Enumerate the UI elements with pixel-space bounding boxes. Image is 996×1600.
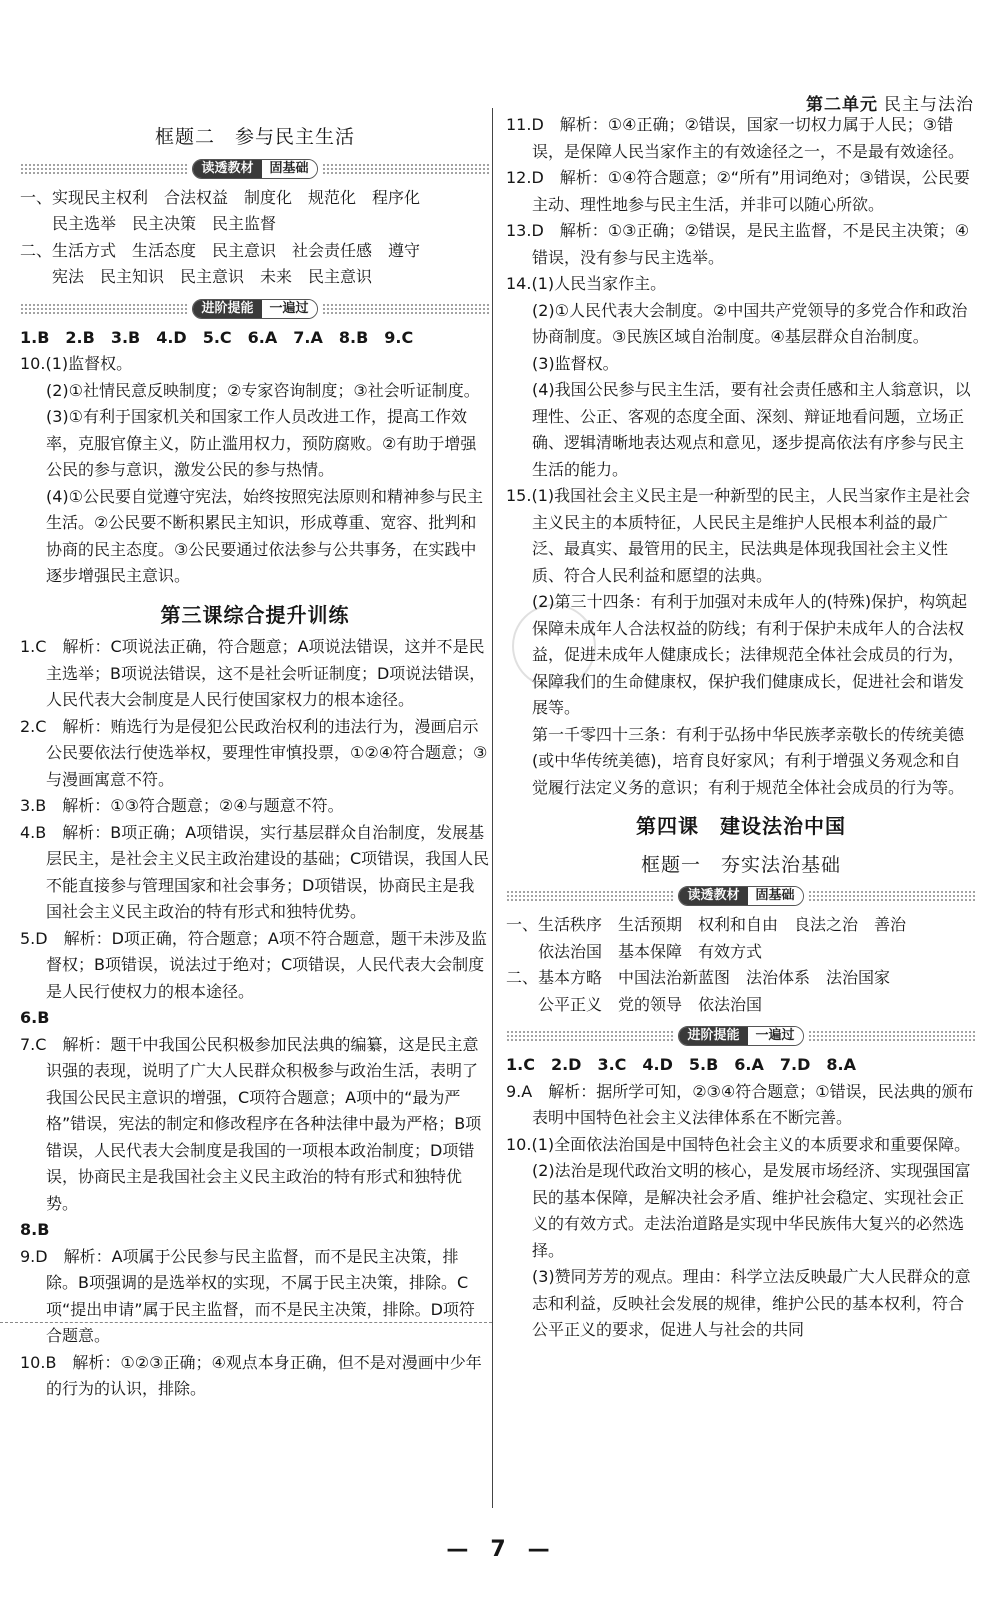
banner-advance: 进阶提能 一遍过 (20, 299, 490, 319)
section-title-lesson3: 第三课综合提升训练 (160, 602, 350, 627)
answer-paragraph: 12.D 解析：①④符合题意；②“所有”用词绝对；③错误，公民要主动、理性地参与民主生活，并非可以随心所欲。 (506, 168, 970, 214)
fill-line: 二、生活方式 生活态度 民主意识 社会责任感 遵守 (20, 240, 421, 260)
section-title-lesson4: 第四课 建设法治中国 (636, 814, 846, 838)
banner-advance-2: 进阶提能 一遍过 (506, 1026, 976, 1046)
right-column (506, 112, 976, 1344)
fill-line: 公平正义 党的领导 依法治国 (538, 994, 763, 1014)
answer-paragraph: 10.(1)监督权。 (20, 354, 133, 373)
fill-line: 一、生活秩序 生活预期 权利和自由 良法之治 善治 (506, 915, 907, 934)
answer-paragraph: 1.C 解析：C项说法正确，符合题意；A项说法错误，这并不是民主选举；B项说法错误，这不是社会听证制度；D项说法错误，人民代表大会制度是人民行使国家权力的根本途径。 (20, 637, 486, 709)
answer-paragraph: 13.D 解析：①③正确；②错误，是民主监督，不是民主决策；④错误，没有参与民主选举。 (506, 221, 970, 267)
answer-paragraph: 9.A 解析：据所学可知，②③④符合题意；①错误，民法典的颁布表明中国特色社会主义法律体系在不断完善。 (506, 1081, 974, 1127)
answer-paragraph: 3.B 解析：①③符合题意；②④与题意不符。 (20, 796, 344, 815)
answer-paragraph: 10.(1)全面依法治国是中国特色社会主义的本质要求和重要保障。 (506, 1134, 971, 1154)
fill-line: 依法治国 基本保障 有效方式 (538, 941, 763, 961)
column-divider (492, 108, 493, 1508)
answer-paragraph: (3)赞同芳芳的观点。理由：科学立法反映最广大人民群众的意志和利益，反映社会发展的规律，维护公民的基本权利，符合公平正义的要求，促进人与社会的共同 (532, 1267, 971, 1339)
answer-paragraph: 15.(1)我国社会主义民主是一种新型的民主，人民当家作主是社会主义民主的本质特征，人民民主是维护人民根本利益的最广泛、最真实、最管用的民主，民法典是体现我国社会主义性质、符合人民利益和愿望的法典。 (506, 486, 971, 585)
fill-line: 二、基本方略 中国法治新蓝图 法治体系 法治国家 (506, 968, 891, 987)
answer-paragraph: 5.D 解析：D项正确，符合题意；A项不符合题意，题干未涉及监督权；B项错误，说法过于绝对；C项错误，人民代表大会制度是人民行使权力的根本途径。 (20, 928, 487, 1001)
answer-paragraph: (2)①社情民意反映制度；②专家咨询制度；③社会听证制度。 (46, 380, 480, 400)
answer-paragraph: 第一千零四十三条：有利于弘扬中华民族孝亲敬长的传统美德(或中华传统美德)，培育良好家风；有利于增强义务观念和自觉履行法定义务的意识；有利于规范全体社会成员的行为等。 (532, 724, 965, 797)
banner-read-textbook-2: 读透教材 固基础 (506, 886, 976, 906)
answer-paragraph: 14.(1)人民当家作主。 (506, 274, 667, 293)
answer-paragraph: (2)法治是现代政治文明的核心，是发展市场经济、实现强国富民的基本保障，是解决社会矛盾、维护社会稳定、实现社会正义的有效方式。走法治道路是实现中华民族伟大复兴的必然选择。 (532, 1161, 971, 1260)
answer-paragraph: (2)第三十四条：有利于加强对未成年人的(特殊)保护，构筑起保障未成年人合法权益的防线；有利于保护未成年人的合法权益，促进未成年人健康成长；法律规范全体社会成员的行为，保障我们的生命健康权，保护我们健康成长，促进社会和谐发展等。 (532, 592, 968, 717)
fill-line: 民主选举 民主决策 民主监督 (52, 214, 277, 233)
unit-label: 第二单元 (806, 95, 878, 115)
answer-paragraph: 4.B 解析：B项正确；A项错误，实行基层群众自治制度，发展基层民主，是社会主义民主政治建设的基础；C项错误，我国人民不能直接参与管理国家和社会事务；D项错误，协商民主是我国社会主义民主政治的特有形式和独特优势。 (20, 822, 490, 921)
answer-paragraph: (3)监督权。 (532, 353, 619, 373)
answer-paragraph: 11.D 解析：①④正确；②错误，国家一切权力属于人民；③错误，是保障人民当家作主的有效途径之一，不是最有效途径。 (506, 115, 965, 161)
answer-paragraph: 10.B 解析：①②③正确；④观点本身正确，但不是对漫画中少年的行为的认识，排除。 (20, 1352, 482, 1398)
section-title-participate: 框题二 参与民主生活 (154, 126, 355, 148)
choice-answers: 1.B 2.B 3.B 4.D 5.C 6.A 7.A 8.B 9.C (20, 327, 414, 347)
fill-line: 宪法 民主知识 民主意识 未来 民主意识 (52, 267, 373, 286)
answer-paragraph: (3)①有利于国家机关和国家工作人员改进工作，提高工作效率，克服官僚主义，防止滥用权力，预防腐败。②有助于增强公民的参与意识，激发公民的参与热情。 (46, 407, 477, 479)
answer-paragraph: 6.B (20, 1008, 50, 1027)
answer-paragraph: 2.C 解析：贿选行为是侵犯公民政治权利的违法行为，漫画启示公民要依法行使选举权，要理性审慎投票，①②④符合题意；③与漫画寓意不符。 (20, 716, 488, 789)
fill-line: 一、实现民主权利 合法权益 制度化 规范化 程序化 (20, 187, 421, 207)
answer-paragraph: (2)①人民代表大会制度。②中国共产党领导的多党合作和政治协商制度。③民族区域自治制度。④基层群众自治制度。 (532, 300, 968, 346)
unit-title: 民主与法治 (884, 95, 974, 115)
answer-paragraph: 9.D 解析：A项属于公民参与民主监督，而不是民主决策，排除。B项强调的是选举权的实现，不属于民主决策，排除。C项“提出申请”属于民主监督，而不是民主决策，排除。D项符合题意。 (20, 1246, 475, 1345)
answer-paragraph: 7.C 解析：题干中我国公民积极参加民法典的编纂，这是民主意识强的表现，说明了广大人民群众积极参与政治生活，表明了我国公民民主意识的增强，C项符合题意；A项中的“最为严格”错误，宪法的制定和修改程序在各种法律中最为严格；B项错误，人民代表大会制度是我国的一项根本政治制度；D项错误，协商民主是我国社会主义民主政治的特有形式和独特优势。 (20, 1034, 482, 1213)
answer-paragraph: (4)我国公民参与民主生活，要有社会责任感和主人翁意识，以理性、公正、客观的态度全面、深刻、辩证地看问题，立场正确、逻辑清晰地表达观点和意见，逐步提高依法有序参与民主生活的能力。 (532, 380, 971, 479)
answer-paragraph: 8.B (20, 1220, 50, 1239)
section-title-foundation: 框题一 夯实法治基础 (640, 853, 841, 876)
left-column (20, 112, 490, 1403)
choice-answers: 1.C 2.D 3.C 4.D 5.B 6.A 7.D 8.A (506, 1055, 856, 1074)
answer-paragraph: (4)①公民要自觉遵守宪法，始终按照宪法原则和精神参与民主生活。②公民要不断积累民主知识，形成尊重、宽容、批判和协商的民主态度。③公民要通过依法参与公共事务，在实践中逐步增强民主意识。 (46, 486, 484, 585)
banner-read-textbook: 读透教材 固基础 (20, 159, 490, 179)
page-number: — 7 — (446, 1537, 550, 1562)
